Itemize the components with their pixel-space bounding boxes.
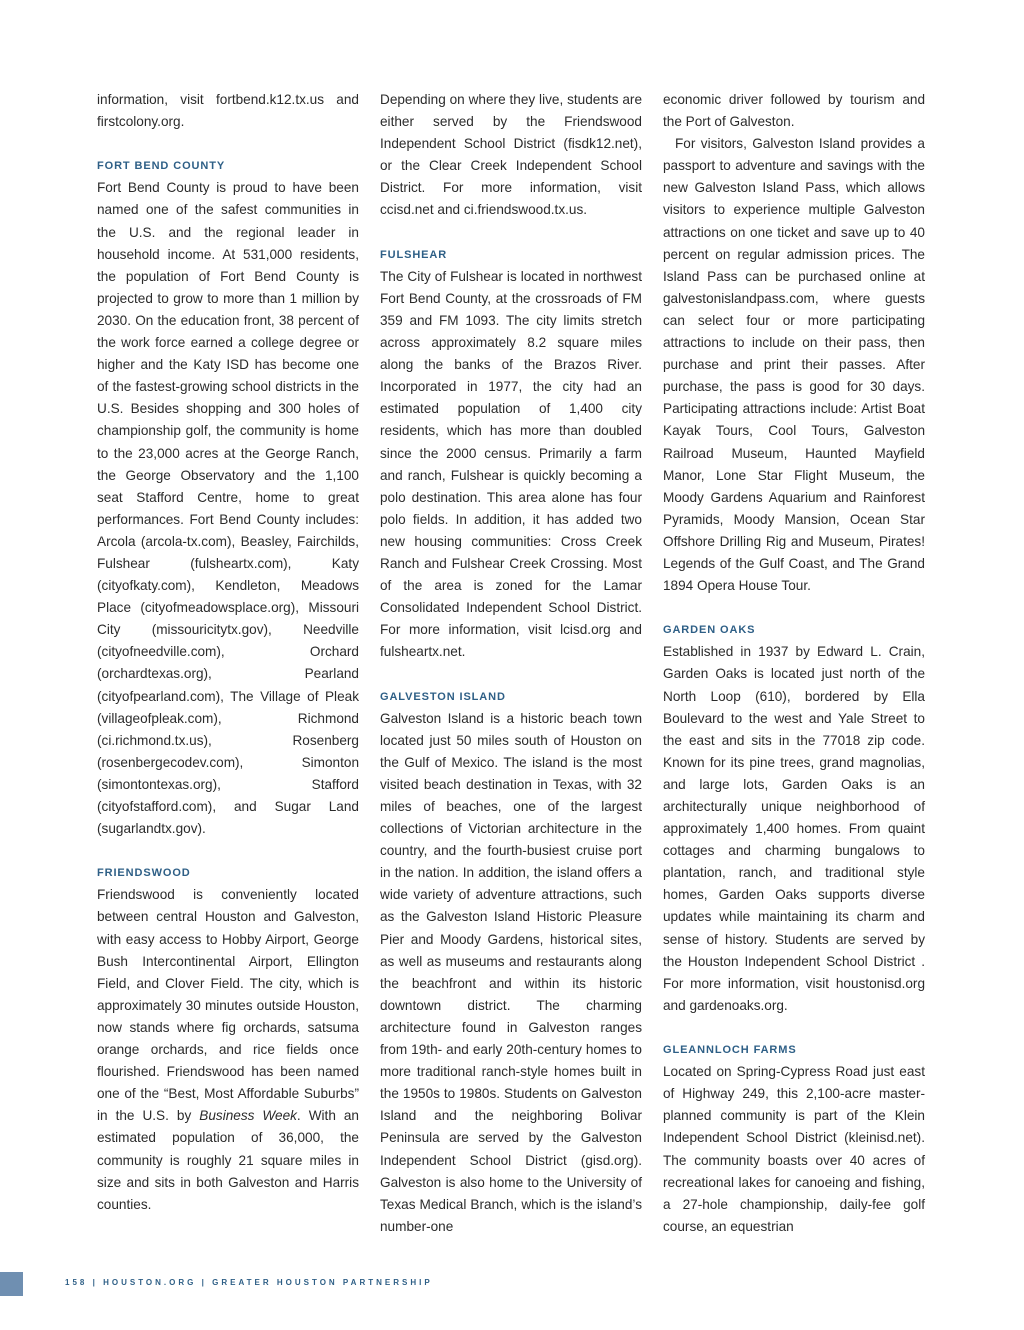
paragraph-intro: information, visit fortbend.k12.tx.us and firstcolony.org. [97, 92, 359, 130]
page-footer [65, 1278, 433, 1287]
footer-separator: | [201, 1278, 207, 1287]
page-tab-marker [0, 1272, 23, 1296]
paragraph-garden-oaks: Established in 1937 by Edward L. Crain, Garden Oaks is located just north of the North Loop (610), bordered by Ella Boulevard to the west and Yale Street to the east and sits in the 77018 zip code. Known for its pine trees, grand magnolias, and large lots, Garden Oaks is an architecturally unique neighborhood of approximately 1,400 homes. From quaint cottages and charming bungalows to plantation, ranch, and traditional style homes, Garden Oaks supports diverse updates while maintaining its charm and sense of history. Students are served by the Houston Independent School District . For more information, visit houstonisd.org and gardenoaks.org. [663, 644, 925, 1013]
paragraph-galveston-visitors: For visitors, Galveston Island provides a passport to adventure and savings with the new Galveston Island Pass, which allows visitors to experience multiple Galveston attractions on one ticket and save up to 40 percent on regular admission prices. The Island Pass can be purchased online at galvestonislandpass.com, where guests can select four or more participating attractions to include on their pass, then purchase and print their passes. After purchase, the pass is good for 30 days. Participating attractions include: Artist Boat Kayak Tours, Cool Tours, Galveston Railroad Museum, Haunted Mayfield Manor, Lone Star Flight Museum, the Moody Gardens Aquarium and Rainforest Pyramids, Moody Mansion, Ocean Star Offshore Drilling Rig and Museum, Pirates! Legends of the Gulf Coast, and The Grand 1894 Opera House Tour. [663, 136, 925, 594]
page-number: 158 [65, 1278, 88, 1287]
column-3 [663, 89, 925, 1238]
paragraph-friendswood [97, 884, 359, 1215]
paragraph-friendswood-schools: Depending on where they live, students are either served by the Friendswood Independent School District (fisdk12.net), or the Clear Creek Independent School District. For more information, visit ccisd.net and ci.friendswood.tx.us. [380, 92, 642, 218]
publication-name: Business Week [199, 1108, 297, 1124]
paragraph-fort-bend-county: Fort Bend County is proud to have been named one of the safest communities in the U.S. and the regional leader in household income. At 531,000 residents, the population of Fort Bend County is projected to grow to more than 1 million by 2030. On the education front, 38 percent of the work force earned a college degree or higher and the Katy ISD has become one of the fastest-growing school districts in the U.S. Besides shopping and 300 holes of championship golf, the community is home to the 23,000 acres at the George Ranch, the George Observatory and the 1,100 seat Stafford Centre, home to great performances. Fort Bend County includes: Arcola (arcola-tx.com), Beasley, Fairchilds, Fulshear (fulsheartx.com), Katy (cityofkaty.com), Kendleton, Meadows Place (cityofmeadowsplace.org), Missouri City (missouricitytx.gov), Needville (cityofneedville.com), Orchard (orchardtexas.org), Pearland (cityofpearland.com), The Village of Pleak (villageofpleak.com), Richmond (ci.richmond.tx.us), Rosenberg (rosenbergecodev.com), Simonton (simontontexas.org), Stafford (cityofstafford.com), and Sugar Land (sugarlandtx.gov). [97, 180, 359, 837]
heading-fort-bend-county: FORT BEND COUNTY [97, 160, 226, 173]
heading-fulshear: FULSHEAR [380, 248, 448, 261]
paragraph-galveston-economy: economic driver followed by tourism and the Port of Galveston. [663, 92, 925, 130]
heading-garden-oaks: GARDEN OAKS [663, 624, 756, 637]
footer-org: GREATER HOUSTON PARTNERSHIP [212, 1278, 433, 1287]
heading-friendswood: FRIENDSWOOD [97, 867, 191, 880]
paragraph-gleannloch-farms: Located on Spring-Cypress Road just east of Highway 249, this 2,100-acre master-planned community is part of the Klein Independent School District (kleinisd.net). The community boasts over 40 acres of recreational lakes for canoeing and fishing, a 27-hole championship, daily-fee golf course, an equestrian [663, 1064, 925, 1234]
footer-separator: | [92, 1278, 98, 1287]
paragraph-fulshear: The City of Fulshear is located in northwest Fort Bend County, at the crossroads of FM 359 and FM 1093. The city limits stretch across approximately 8.2 square miles along the banks of the Brazos River. Incorporated in 1977, the city had an estimated population of 1,400 city residents, which has more than doubled since the 2000 census. Primarily a farm and ranch, Fulshear is quickly becoming a polo destination. This area alone has four polo fields. In addition, it has added two new housing communities: Cross Creek Ranch and Fulshear Creek Crossing. Most of the area is zoned for the Lamar Consolidated Independent School District. For more information, visit lcisd.org and fulsheartx.net. [380, 268, 642, 660]
friendswood-text-b: . With an estimated population of 36,000, the community is roughly 21 square miles in size and sits in both Galveston and Harris counties. [97, 1108, 359, 1212]
paragraph-galveston-island: Galveston Island is a historic beach town located just 50 miles south of Houston on the Gulf of Mexico. The island is the most visited beach destination in Texas, with 32 miles of beaches, one of the largest collections of Victorian architecture in the country, and the fourth-busiest cruise port in the nation. In addition, the island offers a wide variety of adventure attractions, such as the Galveston Island Historic Pleasure Pier and Moody Gardens, historical sites, as well as museums and restaurants along the beachfront and within its historic downtown district. The charming architecture found in Galveston ranges from 19th- and early 20th-century homes to more traditional ranch-style homes built in the 1950s to 1980s. Students on Galveston Island and the neighboring Bolivar Peninsula are served by the Galveston Independent School District (gisd.org). Galveston is also home to the University of Texas Medical Branch, which is the island’s number-one [380, 710, 642, 1234]
column-2 [380, 89, 642, 1238]
friendswood-text-a: Friendswood is conveniently located between central Houston and Galveston, with easy access to Hobby Airport, George Bush Intercontinental Airport, Ellington Field, and Clover Field. The city, which is approximately 30 minutes outside Houston, now stands where fig orchards, satsuma orange orchards, and rice fields once flourished. Friendswood has been named one of the “Best, Most Affordable Suburbs” in the U.S. by [97, 887, 359, 1124]
footer-site: HOUSTON.ORG [103, 1278, 197, 1287]
column-1 [97, 89, 359, 1216]
heading-galveston-island: GALVESTON ISLAND [380, 690, 506, 703]
heading-gleannloch-farms: GLEANNLOCH FARMS [663, 1044, 797, 1057]
